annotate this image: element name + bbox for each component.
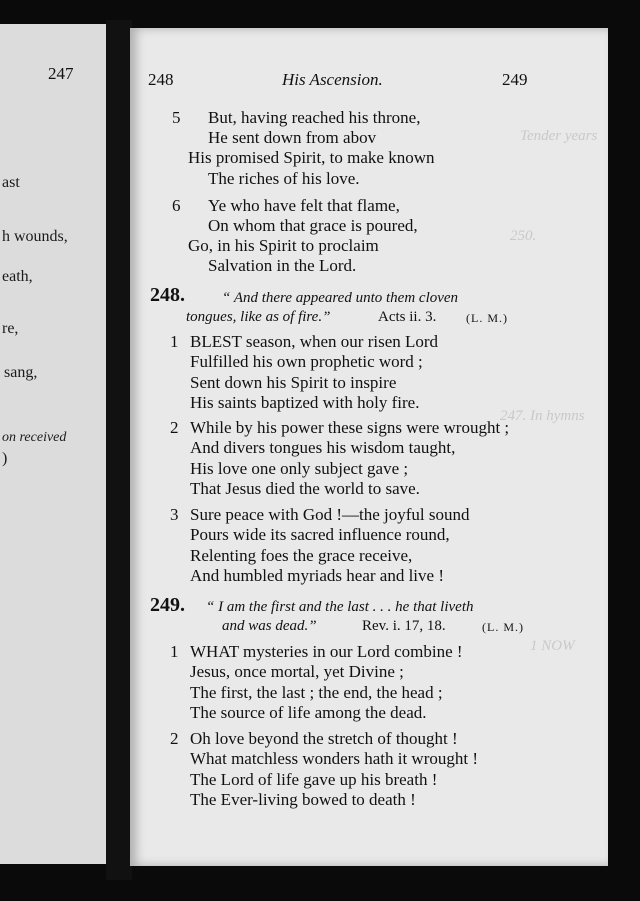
page-number-left: 248	[148, 70, 174, 89]
verse-line: But, having reached his throne,	[208, 108, 421, 127]
hymn-number: 248.	[150, 284, 185, 306]
left-fragment: eath,	[2, 268, 33, 285]
page-number-right: 249	[502, 70, 528, 89]
verse-line: Jesus, once mortal, yet Divine ;	[190, 662, 404, 681]
running-title: His Ascension.	[282, 70, 383, 89]
verse-line: His love one only subject gave ;	[190, 459, 409, 478]
verse-number: 2	[170, 729, 179, 748]
verse-number: 5	[172, 108, 181, 127]
verse-number: 1	[170, 332, 179, 351]
verse-number: 3	[170, 505, 179, 524]
hymn-epigraph: “ I am the first and the last . . . he that liveth	[206, 599, 474, 615]
verse-line: On whom that grace is poured,	[208, 216, 418, 235]
verse-line: BLEST season, when our risen Lord	[190, 332, 439, 351]
left-fragment: )	[2, 450, 8, 467]
verse-line: The first, the last ; the end, the head ;	[190, 683, 443, 702]
verse-line: Oh love beyond the stretch of thought !	[190, 729, 458, 748]
verse-line: Sent down his Spirit to inspire	[190, 373, 397, 392]
hymn-epigraph: and was dead.”	[222, 618, 317, 634]
right-page: Tender years 250. 247. In hymns 1 NOW 248 His Ascension. 249 5 But, having reached his throne, He sent down from abov His promised Spirit, to make known The riches of his love. 6 Ye who have felt that flame, On whom that grace is poured, Go, in his Spirit to proclaim Salvation in the Lord. 248. “ And there appeared unto them cloven tongues, like as of fire.” Acts ii. 3. (L. M.) 1 BLEST season, when our risen Lord Fulfilled his own prophetic word ; Sent down his Spirit to inspire His saints baptized with holy fire. 2 While by his power these signs were wrought ; And divers tongues his wisdom taught, His love one only subject gave ; That Jesus died the world to save. 3 Sure peace with God !—the joyful sound Pours wide its sacred influence round, Relenting foes the grace receive, And humbled myriads hear and live ! 249. “ I am the first and the last . . . he that liveth and was dead.” Rev. i. 17, 18. (L. M.) 1 WHAT mysteries in our Lord combine ! Jesus, once mortal, yet Divine ; The first, the last ; the end, the head ; The source of life among the dead. 2 Oh love beyond the stretch of thought ! What matchless wonders hath it wrought ! The Lord of life gave up his breath ! The Ever-living bowed to death !	[130, 28, 608, 866]
verse-line: Sure peace with God !—the joyful sound	[190, 505, 470, 524]
verse-line: The riches of his love.	[208, 169, 360, 188]
verse-line: Salvation in the Lord.	[208, 256, 357, 275]
verse-line: Relenting foes the grace receive,	[190, 546, 413, 565]
left-fragment: ast	[2, 174, 20, 191]
verse-line: Pours wide its sacred influence round,	[190, 525, 450, 544]
verse-line: And humbled myriads hear and live !	[190, 566, 444, 585]
scripture-reference: Rev. i. 17, 18.	[362, 618, 446, 634]
verse-line: Go, in his Spirit to proclaim	[188, 236, 379, 255]
verse-line: His saints baptized with holy fire.	[190, 393, 420, 412]
book-spine	[106, 20, 132, 880]
hymn-epigraph: “ And there appeared unto them cloven	[222, 290, 459, 306]
hymn-meter: (L. M.)	[466, 311, 508, 325]
hymn-number: 249.	[150, 594, 185, 616]
verse-line: He sent down from abov	[208, 128, 377, 147]
left-fragment: sang,	[4, 364, 38, 381]
verse-number: 1	[170, 642, 179, 661]
verse-line: Fulfilled his own prophetic word ;	[190, 352, 423, 371]
verse-line: What matchless wonders hath it wrought !	[190, 749, 478, 768]
left-fragment: h wounds,	[2, 228, 68, 245]
verse-line: Ye who have felt that flame,	[208, 196, 400, 215]
verse-line: His promised Spirit, to make known	[188, 148, 435, 167]
verse-line: And divers tongues his wisdom taught,	[190, 438, 456, 457]
verse-line: WHAT mysteries in our Lord combine !	[190, 642, 463, 661]
verse-line: The source of life among the dead.	[190, 703, 427, 722]
verse-line: The Lord of life gave up his breath !	[190, 770, 438, 789]
scripture-reference: Acts ii. 3.	[378, 309, 437, 325]
left-page-number: 247	[48, 64, 74, 83]
hymn-epigraph: tongues, like as of fire.”	[186, 309, 331, 325]
left-fragment: on received	[2, 430, 67, 445]
left-page	[0, 24, 110, 864]
verse-line: The Ever-living bowed to death !	[190, 790, 416, 809]
verse-line: While by his power these signs were wrought ;	[190, 418, 510, 437]
hymn-meter: (L. M.)	[482, 620, 524, 634]
verse-number: 6	[172, 196, 181, 215]
verse-number: 2	[170, 418, 179, 437]
left-fragment: re,	[2, 320, 19, 337]
verse-line: That Jesus died the world to save.	[190, 479, 420, 498]
